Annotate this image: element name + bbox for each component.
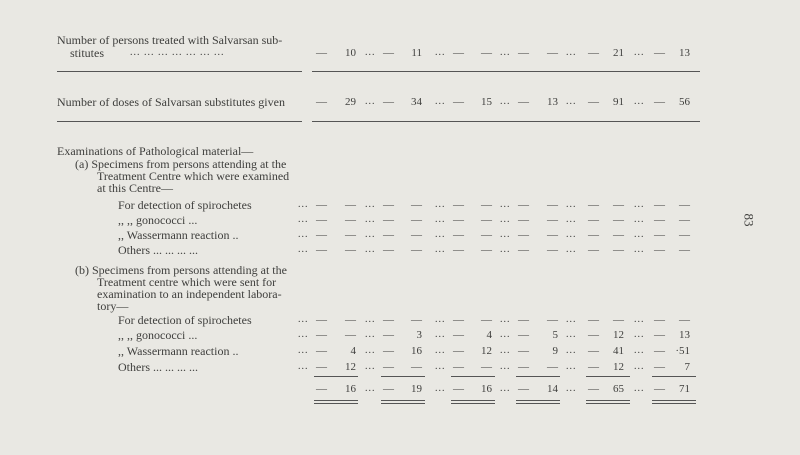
cell-value: — bbox=[613, 244, 624, 256]
leader-dots: ... bbox=[298, 314, 309, 325]
row-label: For detection of spirochetes bbox=[118, 198, 252, 212]
cell-value: — bbox=[345, 229, 356, 241]
cell-value: — bbox=[481, 214, 492, 226]
rule bbox=[312, 121, 700, 122]
cell-value: 7 bbox=[684, 361, 690, 373]
total-rule bbox=[451, 400, 495, 401]
cell-value: — bbox=[613, 229, 624, 241]
doses-label: Number of doses of Salvarsan substitutes given bbox=[57, 95, 285, 109]
row-label: Others ... ... ... ... bbox=[118, 360, 198, 374]
cell-value: — bbox=[411, 361, 422, 373]
cell-value: — bbox=[679, 244, 690, 256]
total-rule bbox=[586, 376, 630, 377]
total-rule bbox=[652, 403, 696, 404]
doses-col-6: 56 bbox=[679, 96, 690, 108]
cell-value: — bbox=[411, 229, 422, 241]
cell-value: 4 bbox=[350, 345, 356, 357]
persons-col-4: — bbox=[547, 47, 558, 59]
total-rule bbox=[314, 400, 358, 401]
leader-dots: ... bbox=[298, 345, 309, 356]
total-rule bbox=[451, 403, 495, 404]
leader-dots: ... bbox=[298, 229, 309, 240]
cell-value: — bbox=[679, 214, 690, 226]
table-row: ,, ,, gonococci ... ... — — ... — 3 ... — 4 ... — 5 ... — 12 ... — 13 bbox=[118, 328, 690, 342]
page-number: 83 bbox=[741, 213, 757, 227]
cell-value: — bbox=[345, 329, 356, 341]
cell-value: — bbox=[547, 214, 558, 226]
total-rule bbox=[516, 400, 560, 401]
table-row-totals: — 16 ... — 19 ... — 16 ... — 14 ... — 65 ... — 71 bbox=[316, 383, 690, 395]
cell-value: 12 bbox=[613, 329, 624, 341]
persons-label-line-2: stitutes bbox=[70, 46, 105, 60]
cell-value: — bbox=[547, 361, 558, 373]
total-rule bbox=[381, 376, 425, 377]
row-label: ,, ,, gonococci ... bbox=[118, 213, 198, 227]
total-rule bbox=[381, 400, 425, 401]
cell-value: — bbox=[547, 199, 558, 211]
cell-value: — bbox=[679, 199, 690, 211]
cell-value: — bbox=[547, 229, 558, 241]
cell-value: — bbox=[345, 314, 356, 326]
rule bbox=[57, 71, 302, 72]
total-rule bbox=[381, 403, 425, 404]
exam-heading: Examinations of Pathological material— bbox=[57, 144, 254, 158]
persons-col-3: — bbox=[481, 47, 492, 59]
row-label: For detection of spirochetes bbox=[118, 313, 252, 327]
cell-value: 3 bbox=[416, 329, 422, 341]
cell-value: — bbox=[481, 199, 492, 211]
table-row: ,, ,, gonococci ... ... — — ... — — ... — — ... — — ... — — ... — — bbox=[118, 213, 690, 227]
table-row: Others ... ... ... ... ... — 12 ... — — ... — — ... — — ... — 12 ... — 7 bbox=[118, 360, 690, 374]
leader-dots: ... bbox=[298, 361, 309, 372]
cell-value: — bbox=[411, 214, 422, 226]
table-row: For detection of spirochetes ... — — ... — — ... — — ... — — ... — — ... — — bbox=[118, 313, 690, 327]
cell-value: 12 bbox=[345, 361, 356, 373]
table-row-doses: — 29 ... — 34 ... — 15 ... — 13 ... — 91 ... — 56 bbox=[316, 96, 690, 108]
total-value: 19 bbox=[411, 383, 422, 395]
doses-col-3: 15 bbox=[481, 96, 492, 108]
cell-value: — bbox=[481, 361, 492, 373]
persons-col-2: 11 bbox=[411, 47, 422, 59]
leader-dots: ... bbox=[298, 199, 309, 210]
doses-col-2: 34 bbox=[411, 96, 422, 108]
cell-value: — bbox=[481, 244, 492, 256]
total-rule bbox=[516, 403, 560, 404]
section-a-heading-3: at this Centre— bbox=[97, 181, 173, 195]
table-row: For detection of spirochetes ... — — ... — — ... — — ... — — ... — — ... — — bbox=[118, 198, 690, 212]
table-row: ,, Wassermann reaction .. ... — 4 ... — 16 ... — 12 ... — 9 ... — 41 ... — ·51 bbox=[118, 344, 690, 358]
persons-col-5: 21 bbox=[613, 47, 624, 59]
cell-value: — bbox=[547, 244, 558, 256]
total-value: 65 bbox=[613, 383, 624, 395]
cell-value: — bbox=[481, 314, 492, 326]
cell-value: — bbox=[613, 199, 624, 211]
total-rule bbox=[516, 376, 560, 377]
persons-col-6: 13 bbox=[679, 47, 690, 59]
total-rule bbox=[586, 403, 630, 404]
total-rule bbox=[652, 376, 696, 377]
total-rule bbox=[586, 400, 630, 401]
cell-value: — bbox=[613, 214, 624, 226]
cell-value: 5 bbox=[552, 329, 558, 341]
leader-dots: ... bbox=[298, 244, 309, 255]
section-a-heading-1: (a) Specimens from persons attending at the bbox=[75, 157, 287, 171]
cell-value: — bbox=[411, 199, 422, 211]
cell-value: — bbox=[679, 229, 690, 241]
doses-col-1: 29 bbox=[345, 96, 356, 108]
total-rule bbox=[314, 403, 358, 404]
total-rule bbox=[652, 400, 696, 401]
cell-value: — bbox=[481, 229, 492, 241]
persons-col-1: 10 bbox=[345, 47, 356, 59]
cell-value: — bbox=[411, 244, 422, 256]
total-rule bbox=[451, 376, 495, 377]
total-value: 16 bbox=[345, 383, 356, 395]
cell-value: 13 bbox=[679, 329, 690, 341]
doses-col-4: 13 bbox=[547, 96, 558, 108]
cell-value: — bbox=[411, 314, 422, 326]
cell-value: ·51 bbox=[675, 345, 690, 357]
section-b-heading-4: tory— bbox=[97, 299, 129, 313]
persons-label-line-1: Number of persons treated with Salvarsan sub- bbox=[57, 33, 283, 47]
cell-value: 12 bbox=[481, 345, 492, 357]
cell-value: 4 bbox=[486, 329, 492, 341]
row-label: ,, Wassermann reaction .. bbox=[118, 228, 239, 242]
section-b-heading-1: (b) Specimens from persons attending at the bbox=[75, 263, 287, 277]
leader-dots: ... ... ... ... ... ... ... bbox=[130, 47, 225, 58]
total-value: 14 bbox=[547, 383, 558, 395]
cell-value: 16 bbox=[411, 345, 422, 357]
leader-dots: ... bbox=[298, 214, 309, 225]
total-value: 16 bbox=[481, 383, 492, 395]
section-b-heading-2: Treatment centre which were sent for bbox=[97, 275, 277, 289]
cell-value: — bbox=[345, 199, 356, 211]
cell-value: 12 bbox=[613, 361, 624, 373]
rule bbox=[312, 71, 700, 72]
total-rule bbox=[314, 376, 358, 377]
table-row-persons: — 10 ... — 11 ... — — ... — — ... — 21 ... — 13 bbox=[316, 47, 690, 59]
cell-value: — bbox=[679, 314, 690, 326]
cell-value: 9 bbox=[552, 345, 558, 357]
row-label: Others ... ... ... ... bbox=[118, 243, 198, 257]
section-b-heading-3: examination to an independent labora- bbox=[97, 287, 282, 301]
row-label: ,, ,, gonococci ... bbox=[118, 328, 198, 342]
row-label: ,, Wassermann reaction .. bbox=[118, 344, 239, 358]
cell-value: — bbox=[613, 314, 624, 326]
cell-value: 41 bbox=[613, 345, 624, 357]
table-row: Others ... ... ... ... ... — — ... — — ... — — ... — — ... — — ... — — bbox=[118, 243, 690, 257]
cell-value: — bbox=[547, 314, 558, 326]
section-a-heading-2: Treatment Centre which were examined bbox=[97, 169, 290, 183]
leader-dots: ... bbox=[298, 329, 309, 340]
doses-col-5: 91 bbox=[613, 96, 624, 108]
cell-value: — bbox=[345, 214, 356, 226]
table-row: ,, Wassermann reaction .. ... — — ... — — ... — — ... — — ... — — ... — — bbox=[118, 228, 690, 242]
rule bbox=[57, 121, 302, 122]
total-value: 71 bbox=[679, 383, 690, 395]
cell-value: — bbox=[345, 244, 356, 256]
